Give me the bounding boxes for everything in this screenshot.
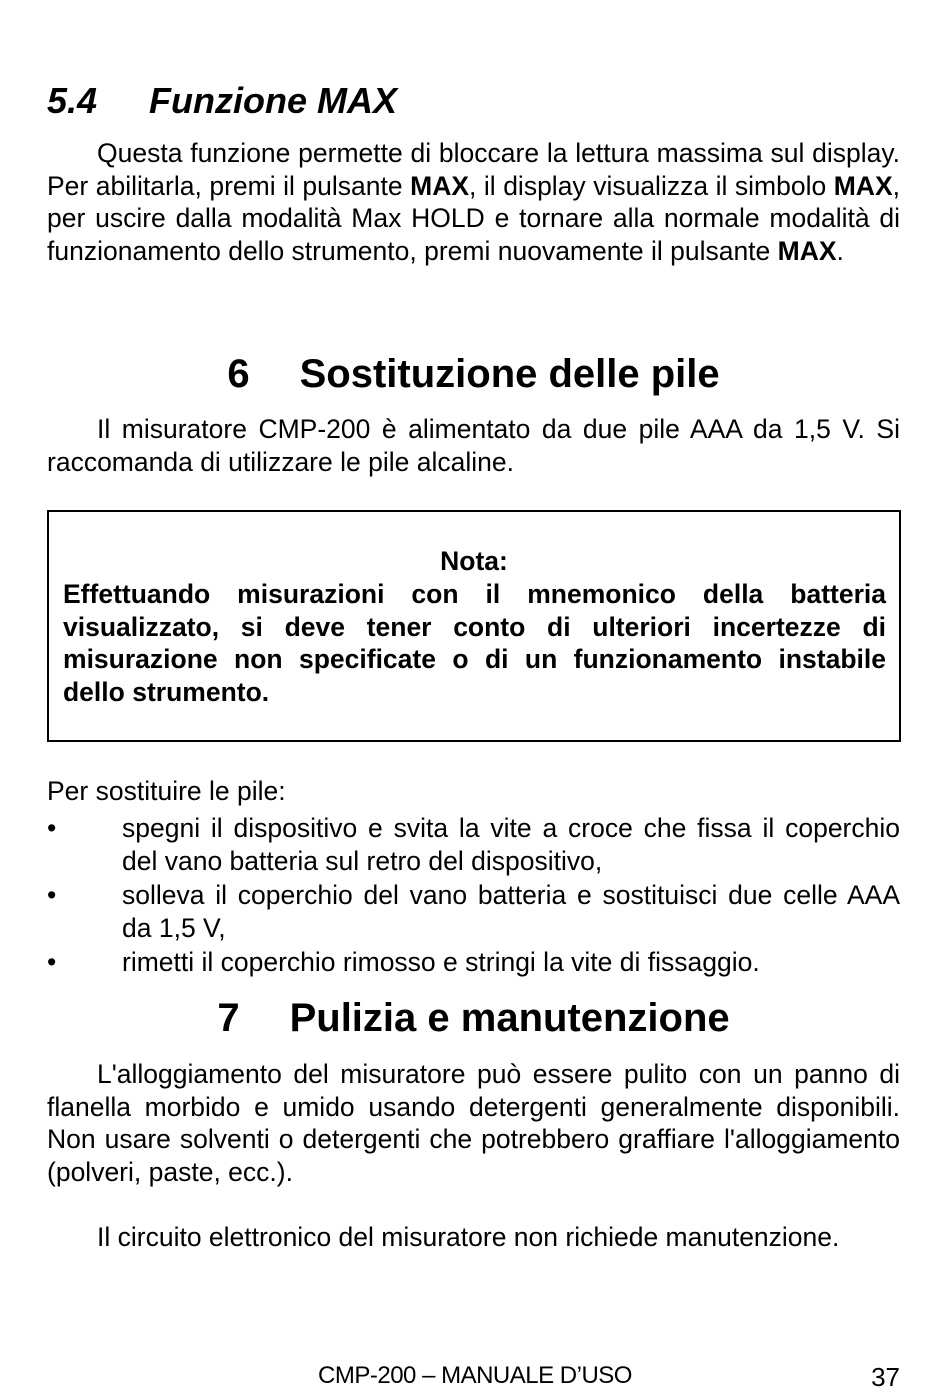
list-item xyxy=(47,946,900,979)
list-item-text: solleva il coperchio del vano batteria e sostituisci due celle AAA da 1,5 V, xyxy=(122,880,900,943)
battery-list-intro: Per sostituire le pile: xyxy=(47,776,286,806)
section-6-heading xyxy=(47,352,900,397)
max-keyword-2: MAX xyxy=(833,170,893,201)
max-keyword-1: MAX xyxy=(410,170,470,201)
section-5-4-title: Funzione MAX xyxy=(149,80,397,121)
list-item xyxy=(47,812,900,878)
max-text-3: , per uscire dalla modalità Max HOLD e tornare alla normale modalità di funzionamento dello strumento, premi nuovamente il pulsante xyxy=(47,170,900,266)
section-7-heading xyxy=(47,996,900,1041)
section-7-paragraph: L'alloggiamento del misuratore può essere pulito con un panno di flanella morbido e umido usando detergenti generalmente disponibili. Non usare solventi o detergenti che potrebbero graffiare l'alloggiamento (polveri, paste, ecc.). xyxy=(47,1059,900,1187)
list-item xyxy=(47,879,900,945)
section-6-number: 6 xyxy=(227,352,250,396)
section-5-4-paragraph xyxy=(47,137,900,267)
note-box xyxy=(47,510,901,742)
bullet-icon: • xyxy=(47,813,57,843)
section-5-4-heading xyxy=(47,80,397,122)
footer-title: CMP-200 – MANUALE D’USO xyxy=(318,1362,632,1389)
section-6-title: Sostituzione delle pile xyxy=(299,352,720,396)
max-text-4: . xyxy=(836,235,844,266)
section-5-4-number: 5.4 xyxy=(47,80,98,121)
max-keyword-3: MAX xyxy=(777,235,837,266)
list-item-text: rimetti il coperchio rimosso e stringi la vite di fissaggio. xyxy=(122,947,760,977)
max-text-1: Questa funzione permette di bloccare la lettura massima sul display. Per abilitarla, premi il pulsante xyxy=(47,138,900,201)
section-7-title: Pulizia e manutenzione xyxy=(289,996,730,1040)
list-item-text: spegni il dispositivo e svita la vite a croce che fissa il coperchio del vano batteria sul retro del dispositivo, xyxy=(122,813,900,876)
bullet-icon: • xyxy=(47,947,57,977)
page-number: 37 xyxy=(871,1362,900,1392)
note-title: Nota: xyxy=(440,546,508,576)
note-body: Effettuando misurazioni con il mnemonico della batteria visualizzato, si deve tener conto di ulteriori incertezze di misurazione non specificate o di un funzionamento instabile dello strumento. xyxy=(63,579,886,707)
section-7-number: 7 xyxy=(217,996,240,1040)
section-7-maintenance-note: Il circuito elettronico del misuratore non richiede manutenzione. xyxy=(97,1222,840,1252)
max-text-2: , il display visualizza il simbolo xyxy=(469,170,834,201)
battery-steps-list xyxy=(47,812,900,980)
bullet-icon: • xyxy=(47,880,57,910)
section-6-intro: Il misuratore CMP-200 è alimentato da due pile AAA da 1,5 V. Si raccomanda di utilizzare le pile alcaline. xyxy=(47,414,900,477)
